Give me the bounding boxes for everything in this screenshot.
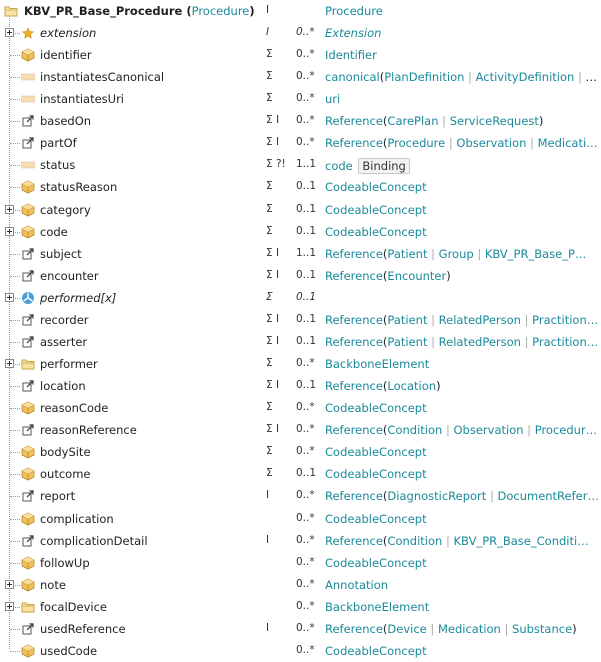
type-paren: ( bbox=[382, 136, 388, 150]
element-type bbox=[325, 512, 601, 526]
element-flags: Σ bbox=[266, 357, 273, 369]
element-name: statusReason bbox=[40, 180, 118, 194]
tree-row-performed-x[interactable] bbox=[0, 287, 601, 309]
element-cardinality: 0..* bbox=[296, 423, 315, 435]
tree-row-status[interactable] bbox=[0, 154, 601, 176]
type-separator: | bbox=[574, 70, 586, 84]
type-link[interactable]: Reference bbox=[325, 423, 383, 437]
target-type-link[interactable]: RelatedPerson bbox=[438, 313, 521, 327]
tree-row-instantiatesuri[interactable] bbox=[0, 88, 601, 110]
element-type bbox=[325, 445, 601, 459]
element-flags: Σ bbox=[266, 467, 273, 479]
target-type-link[interactable]: CarePlan bbox=[387, 114, 439, 128]
tree-row-asserter[interactable] bbox=[0, 331, 601, 353]
tree-connector bbox=[10, 651, 20, 652]
element-flags: I bbox=[266, 26, 270, 38]
tree-connector bbox=[10, 408, 20, 409]
element-type bbox=[325, 48, 601, 62]
type-paren: ( bbox=[382, 622, 388, 636]
element-flags: Σ I bbox=[266, 136, 280, 148]
type-link[interactable]: BackboneElement bbox=[325, 600, 430, 614]
element-type bbox=[325, 180, 601, 194]
expand-toggle-icon[interactable] bbox=[5, 602, 14, 611]
element-type bbox=[325, 556, 601, 570]
element-name: code bbox=[40, 225, 68, 239]
tree-row-encounter[interactable] bbox=[0, 265, 601, 287]
resource-folder-icon bbox=[4, 4, 18, 18]
target-type-link[interactable]: DocumentRefer… bbox=[497, 489, 599, 503]
tree-connector bbox=[10, 386, 20, 387]
target-type-link[interactable]: Location bbox=[387, 379, 437, 393]
element-name: encounter bbox=[40, 269, 99, 283]
tree-row-recorder[interactable] bbox=[0, 309, 601, 331]
element-name: instantiatesUri bbox=[40, 92, 124, 106]
type-paren: ( bbox=[382, 247, 388, 261]
element-type bbox=[325, 644, 601, 658]
type-link[interactable]: Annotation bbox=[325, 578, 389, 592]
datatype-cube-icon bbox=[21, 467, 35, 481]
type-paren: ( bbox=[382, 269, 388, 283]
element-cardinality: 0..1 bbox=[296, 467, 317, 479]
element-cardinality: 0..* bbox=[296, 534, 315, 546]
backbone-folder-icon bbox=[21, 357, 35, 371]
choice-icon bbox=[21, 291, 35, 305]
binding-badge[interactable]: Binding bbox=[358, 158, 409, 174]
element-type bbox=[325, 357, 601, 371]
element-flags: Σ bbox=[266, 291, 273, 303]
type-link[interactable]: CodeableConcept bbox=[325, 445, 427, 459]
reference-icon bbox=[21, 114, 35, 128]
target-type-link[interactable]: Condition bbox=[387, 534, 443, 548]
element-flags: Σ I bbox=[266, 423, 280, 435]
target-type-link[interactable]: Medication bbox=[437, 622, 501, 636]
element-flags: Σ bbox=[266, 445, 273, 457]
root-flags: I bbox=[266, 4, 270, 16]
primitive-icon bbox=[21, 158, 35, 172]
element-name: partOf bbox=[40, 136, 77, 150]
element-cardinality: 0..* bbox=[296, 357, 315, 369]
element-flags: Σ ?! bbox=[266, 158, 286, 170]
reference-icon bbox=[21, 622, 35, 636]
element-type bbox=[325, 114, 601, 128]
element-name: performer bbox=[40, 357, 98, 371]
extension-star-icon bbox=[21, 26, 35, 40]
type-separator: | bbox=[427, 247, 439, 261]
type-separator: | bbox=[464, 70, 476, 84]
tree-row-identifier[interactable] bbox=[0, 44, 601, 66]
element-name: outcome bbox=[40, 467, 91, 481]
reference-icon bbox=[21, 335, 35, 349]
element-cardinality: 0..* bbox=[296, 92, 315, 104]
type-separator: | bbox=[445, 136, 457, 150]
type-paren: ( bbox=[382, 313, 388, 327]
type-link[interactable]: uri bbox=[325, 92, 341, 106]
target-type-link[interactable]: Procedur… bbox=[534, 423, 598, 437]
type-paren: ( bbox=[382, 423, 388, 437]
element-name: reasonCode bbox=[40, 401, 109, 415]
tree-row-category[interactable] bbox=[0, 199, 601, 221]
type-separator: | bbox=[523, 423, 535, 437]
element-name: usedCode bbox=[40, 644, 98, 658]
expand-toggle-icon[interactable] bbox=[5, 580, 14, 589]
expand-toggle-icon[interactable] bbox=[5, 205, 14, 214]
element-name: recorder bbox=[40, 313, 89, 327]
element-type bbox=[325, 203, 601, 217]
type-link[interactable]: Reference bbox=[325, 114, 383, 128]
primitive-icon bbox=[21, 92, 35, 106]
type-link[interactable]: Reference bbox=[325, 313, 383, 327]
element-cardinality: 0..1 bbox=[296, 379, 317, 391]
type-separator: | bbox=[442, 534, 454, 548]
element-type bbox=[325, 313, 601, 327]
element-type bbox=[325, 92, 601, 106]
element-type bbox=[325, 534, 601, 548]
type-link[interactable]: CodeableConcept bbox=[325, 644, 427, 658]
target-type-link[interactable]: Observation bbox=[456, 136, 527, 150]
datatype-cube-icon bbox=[21, 401, 35, 415]
tree-connector bbox=[10, 77, 20, 78]
type-separator: | bbox=[427, 313, 439, 327]
datatype-cube-icon bbox=[21, 445, 35, 459]
element-type bbox=[325, 401, 601, 415]
element-name: usedReference bbox=[40, 622, 126, 636]
reference-icon bbox=[21, 423, 35, 437]
element-flags: Σ bbox=[266, 180, 273, 192]
target-type-link[interactable]: Practition… bbox=[532, 335, 599, 349]
tree-connector bbox=[10, 474, 20, 475]
element-name: basedOn bbox=[40, 114, 92, 128]
datatype-cube-icon bbox=[21, 644, 35, 658]
element-flags: Σ bbox=[266, 203, 273, 215]
tree-row-location[interactable] bbox=[0, 375, 601, 397]
element-flags: Σ bbox=[266, 225, 273, 237]
target-type-link[interactable]: Group bbox=[438, 247, 474, 261]
tree-row-reasonreference[interactable] bbox=[0, 419, 601, 441]
tree-row-reasoncode[interactable] bbox=[0, 397, 601, 419]
element-name: category bbox=[40, 203, 91, 217]
type-paren: ( bbox=[382, 114, 388, 128]
type-link[interactable]: CodeableConcept bbox=[325, 180, 427, 194]
datatype-cube-icon bbox=[21, 180, 35, 194]
element-cardinality: 0..* bbox=[296, 26, 315, 38]
tree-connector bbox=[10, 452, 20, 453]
target-type-link[interactable]: Encounter bbox=[387, 269, 447, 283]
tree-connector bbox=[10, 99, 20, 100]
tree-row-focaldevice[interactable] bbox=[0, 596, 601, 618]
type-separator: | bbox=[427, 335, 439, 349]
target-type-link[interactable]: RelatedPerson bbox=[438, 335, 521, 349]
type-paren: ( bbox=[382, 534, 388, 548]
element-cardinality: 0..1 bbox=[296, 269, 317, 281]
type-separator: | bbox=[438, 114, 450, 128]
target-type-link[interactable]: DiagnosticReport bbox=[387, 489, 487, 503]
element-flags: I bbox=[266, 534, 270, 546]
target-type-link[interactable]: Device bbox=[387, 622, 427, 636]
type-separator: | bbox=[442, 423, 454, 437]
element-type bbox=[325, 467, 601, 481]
type-paren: ) bbox=[572, 622, 577, 636]
element-cardinality: 0..* bbox=[296, 622, 315, 634]
root-type-link[interactable]: Procedure bbox=[191, 4, 250, 18]
type-link[interactable]: CodeableConcept bbox=[325, 203, 427, 217]
element-cardinality: 0..* bbox=[296, 512, 315, 524]
tree-row-performer[interactable] bbox=[0, 353, 601, 375]
tree-row-usedcode[interactable] bbox=[0, 640, 601, 662]
datatype-cube-icon bbox=[21, 512, 35, 526]
type-paren: ( bbox=[379, 70, 385, 84]
target-type-link[interactable]: Patient bbox=[387, 313, 428, 327]
element-cardinality: 0..* bbox=[296, 136, 315, 148]
tree-root-row[interactable] bbox=[0, 0, 601, 22]
element-name: subject bbox=[40, 247, 82, 261]
primitive-icon bbox=[21, 70, 35, 84]
element-type bbox=[325, 269, 601, 283]
element-type bbox=[325, 578, 601, 592]
target-type-link[interactable]: Substance bbox=[512, 622, 573, 636]
type-trail: … bbox=[585, 70, 597, 84]
element-cardinality: 0..* bbox=[296, 401, 315, 413]
element-cardinality: 1..1 bbox=[296, 158, 317, 170]
target-type-link[interactable]: Observation bbox=[453, 423, 524, 437]
tree-row-report[interactable] bbox=[0, 485, 601, 507]
type-paren: ) bbox=[446, 269, 451, 283]
type-link[interactable]: Identifier bbox=[325, 48, 377, 62]
type-paren: ) bbox=[538, 114, 544, 128]
type-separator: | bbox=[426, 622, 438, 636]
target-type-link[interactable]: PlanDefinition bbox=[384, 70, 465, 84]
element-name: performed[x] bbox=[40, 291, 117, 305]
element-flags: Σ bbox=[266, 48, 273, 60]
element-type bbox=[325, 423, 601, 437]
tree-row-partof[interactable] bbox=[0, 132, 601, 154]
tree-connector bbox=[10, 496, 20, 497]
element-cardinality: 0..* bbox=[296, 70, 315, 82]
element-name: report bbox=[40, 489, 76, 503]
element-flags: Σ I bbox=[266, 335, 280, 347]
element-flags: Σ bbox=[266, 70, 273, 82]
type-link[interactable]: CodeableConcept bbox=[325, 512, 427, 526]
target-type-link[interactable]: Condition bbox=[387, 423, 443, 437]
tree-row-complication[interactable] bbox=[0, 508, 601, 530]
datatype-cube-icon bbox=[21, 556, 35, 570]
element-cardinality: 0..1 bbox=[296, 225, 317, 237]
tree-row-instantiatescanonical[interactable] bbox=[0, 66, 601, 88]
element-name: extension bbox=[40, 26, 97, 40]
element-type bbox=[325, 247, 601, 261]
element-flags: I bbox=[266, 489, 270, 501]
type-separator: | bbox=[520, 313, 533, 327]
element-flags: Σ I bbox=[266, 269, 280, 281]
datatype-cube-icon bbox=[21, 203, 35, 217]
tree-row-bodysite[interactable] bbox=[0, 441, 601, 463]
type-link[interactable]: BackboneElement bbox=[325, 357, 430, 371]
type-link[interactable]: Reference bbox=[325, 534, 383, 548]
tree-row-complicationdetail[interactable] bbox=[0, 530, 601, 552]
element-name: location bbox=[40, 379, 86, 393]
tree-row-subject[interactable] bbox=[0, 243, 601, 265]
type-paren: ( bbox=[382, 379, 388, 393]
element-cardinality: 0..1 bbox=[296, 180, 317, 192]
tree-row-code[interactable] bbox=[0, 221, 601, 243]
tree-row-statusreason[interactable] bbox=[0, 176, 601, 198]
element-cardinality: 0..1 bbox=[296, 291, 317, 303]
target-type-link[interactable]: KBV_PR_Base_Conditi… bbox=[453, 534, 589, 548]
type-link[interactable]: code bbox=[325, 159, 353, 173]
target-type-link[interactable]: Patient bbox=[387, 247, 428, 261]
element-flags: I bbox=[266, 622, 270, 634]
tree-connector bbox=[10, 254, 20, 255]
reference-icon bbox=[21, 379, 35, 393]
target-type-link[interactable]: Medicati… bbox=[537, 136, 598, 150]
element-type bbox=[325, 622, 601, 636]
tree-connector bbox=[10, 165, 20, 166]
element-cardinality: 0..1 bbox=[296, 203, 317, 215]
type-link[interactable]: canonical bbox=[325, 70, 380, 84]
element-type bbox=[325, 489, 601, 503]
type-paren: ( bbox=[382, 335, 388, 349]
tree-row-extension[interactable] bbox=[0, 22, 601, 44]
tree-connector bbox=[10, 143, 20, 144]
root-type[interactable]: Procedure bbox=[325, 4, 383, 18]
tree-row-note[interactable] bbox=[0, 574, 601, 596]
expand-toggle-icon[interactable] bbox=[5, 359, 14, 368]
element-name: followUp bbox=[40, 556, 90, 570]
element-cardinality: 0..1 bbox=[296, 335, 317, 347]
element-flags: Σ I bbox=[266, 247, 280, 259]
element-type bbox=[325, 136, 601, 150]
tree-connector bbox=[10, 563, 20, 564]
target-type-link[interactable]: ServiceRequest bbox=[449, 114, 539, 128]
type-link[interactable]: CodeableConcept bbox=[325, 225, 427, 239]
type-paren: ) bbox=[436, 379, 441, 393]
element-cardinality: 0..* bbox=[296, 644, 315, 656]
element-cardinality: 0..* bbox=[296, 600, 315, 612]
type-link[interactable]: Reference bbox=[325, 335, 383, 349]
type-link[interactable]: Reference bbox=[325, 622, 383, 636]
element-flags: Σ bbox=[266, 401, 273, 413]
tree-row-outcome[interactable] bbox=[0, 463, 601, 485]
type-link[interactable]: CodeableConcept bbox=[325, 467, 427, 481]
element-flags: Σ bbox=[266, 92, 273, 104]
root-element-name: KBV_PR_Base_Procedure (Procedure) bbox=[24, 4, 255, 18]
reference-icon bbox=[21, 534, 35, 548]
tree-connector bbox=[10, 187, 20, 188]
tree-connector bbox=[10, 276, 20, 277]
element-name: instantiatesCanonical bbox=[40, 70, 165, 84]
expand-toggle-icon[interactable] bbox=[5, 227, 14, 236]
target-type-link[interactable]: Practition… bbox=[532, 313, 599, 327]
tree-row-usedreference[interactable] bbox=[0, 618, 601, 640]
reference-icon bbox=[21, 489, 35, 503]
type-link[interactable]: CodeableConcept bbox=[325, 401, 427, 415]
element-flags: Σ I bbox=[266, 379, 280, 391]
type-link[interactable]: Reference bbox=[325, 269, 383, 283]
type-separator: | bbox=[473, 247, 485, 261]
datatype-cube-icon bbox=[21, 48, 35, 62]
backbone-folder-icon bbox=[21, 600, 35, 614]
element-name: reasonReference bbox=[40, 423, 137, 437]
element-flags: Σ I bbox=[266, 114, 280, 126]
element-cardinality: 0..* bbox=[296, 489, 315, 501]
tree-row-basedon[interactable] bbox=[0, 110, 601, 132]
target-type-link[interactable]: Patient bbox=[387, 335, 428, 349]
element-name: complication bbox=[40, 512, 114, 526]
target-type-link[interactable]: KBV_PR_Base_P… bbox=[484, 247, 587, 261]
element-flags: Σ I bbox=[266, 313, 280, 325]
element-type bbox=[325, 26, 601, 40]
type-link[interactable]: Extension bbox=[325, 26, 382, 40]
datatype-cube-icon bbox=[21, 225, 35, 239]
element-type bbox=[325, 70, 601, 84]
tree-connector bbox=[10, 519, 20, 520]
tree-connector bbox=[10, 342, 20, 343]
element-cardinality: 0..* bbox=[296, 48, 315, 60]
type-separator: | bbox=[526, 136, 538, 150]
expand-toggle-icon[interactable] bbox=[5, 293, 14, 302]
expand-toggle-icon[interactable] bbox=[5, 28, 14, 37]
element-name: focalDevice bbox=[40, 600, 107, 614]
element-name: status bbox=[40, 158, 76, 172]
element-cardinality: 0..* bbox=[296, 445, 315, 457]
element-cardinality: 0..* bbox=[296, 578, 315, 590]
element-cardinality: 1..1 bbox=[296, 247, 317, 259]
type-separator: | bbox=[520, 335, 533, 349]
type-paren: ( bbox=[382, 489, 388, 503]
element-cardinality: 0..* bbox=[296, 556, 315, 568]
element-name: asserter bbox=[40, 335, 88, 349]
target-type-link[interactable]: ActivityDefinition bbox=[475, 70, 575, 84]
tree-connector bbox=[10, 541, 20, 542]
element-name: identifier bbox=[40, 48, 92, 62]
element-type bbox=[325, 335, 601, 349]
type-link[interactable]: CodeableConcept bbox=[325, 556, 427, 570]
element-type bbox=[325, 379, 601, 393]
reference-icon bbox=[21, 136, 35, 150]
target-type-link[interactable]: Procedure bbox=[387, 136, 446, 150]
type-separator: | bbox=[486, 489, 498, 503]
tree-row-followup[interactable] bbox=[0, 552, 601, 574]
type-link[interactable]: Reference bbox=[325, 489, 383, 503]
element-type bbox=[325, 600, 601, 614]
type-separator: | bbox=[500, 622, 513, 636]
tree-connector bbox=[10, 629, 20, 630]
tree-connector bbox=[10, 55, 20, 56]
tree-connector bbox=[10, 320, 20, 321]
type-link[interactable]: Reference bbox=[325, 247, 383, 261]
element-cardinality: 0..* bbox=[296, 114, 315, 126]
tree-connector bbox=[10, 430, 20, 431]
element-type bbox=[325, 225, 601, 239]
element-name: complicationDetail bbox=[40, 534, 148, 548]
element-type bbox=[325, 158, 601, 174]
element-name: note bbox=[40, 578, 66, 592]
reference-icon bbox=[21, 269, 35, 283]
type-link[interactable]: Reference bbox=[325, 136, 383, 150]
datatype-cube-icon bbox=[21, 578, 35, 592]
element-cardinality: 0..1 bbox=[296, 313, 317, 325]
element-name: bodySite bbox=[40, 445, 91, 459]
reference-icon bbox=[21, 313, 35, 327]
tree-connector bbox=[10, 121, 20, 122]
type-link[interactable]: Reference bbox=[325, 379, 383, 393]
reference-icon bbox=[21, 247, 35, 261]
